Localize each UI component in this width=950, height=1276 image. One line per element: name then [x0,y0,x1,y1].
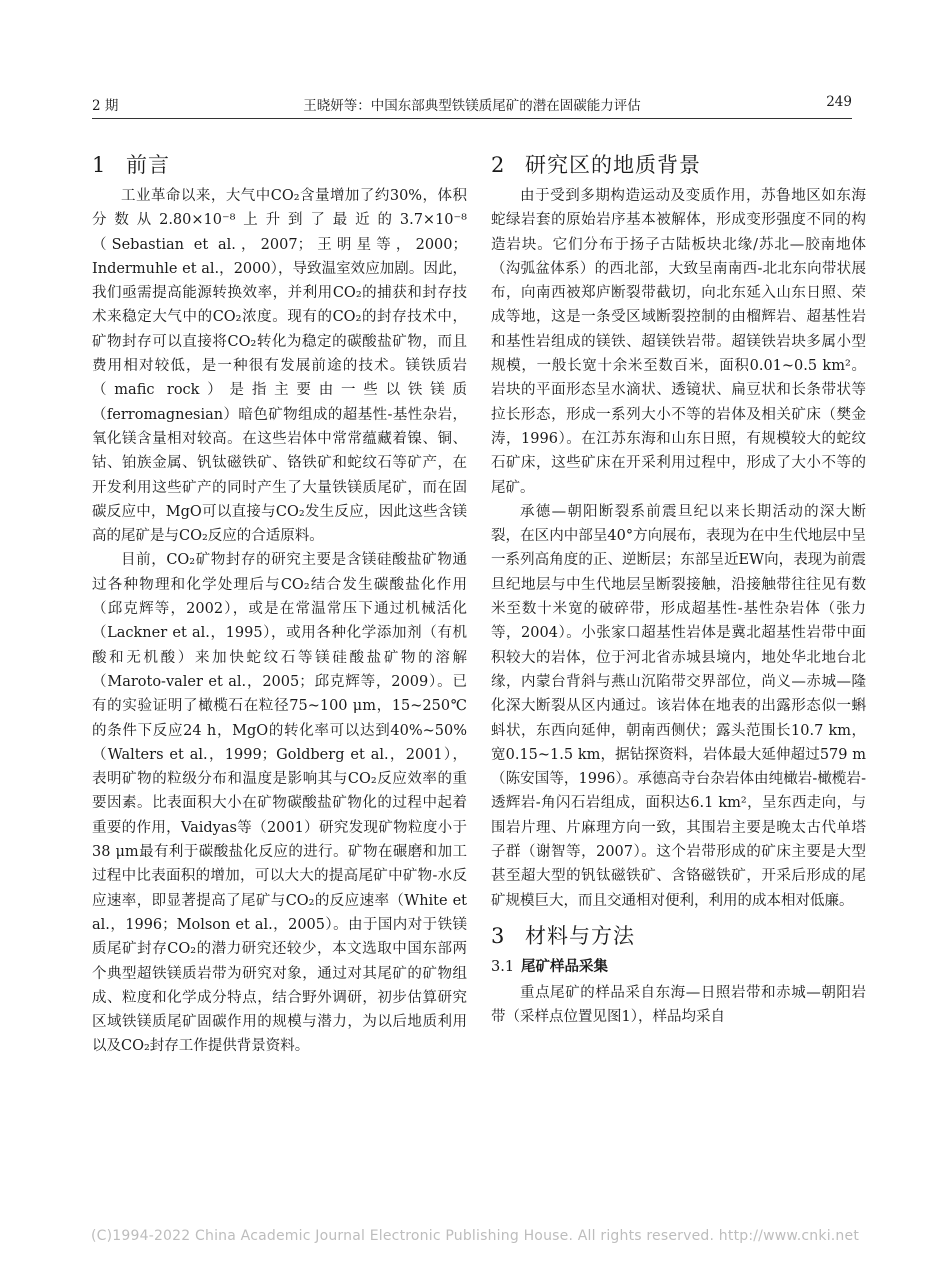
subsection-3-1-heading [491,955,866,979]
paragraph: 目前，CO₂矿物封存的研究主要是含镁硅酸盐矿物通过各种物理和化学处理后与CO₂结合发生碳酸盐化作用（邱克辉等，2002），或是在常温常压下通过机械活化（Lackner et al.，1995），或用各种化学添加剂（有机酸和无机酸）来加快蛇纹石等镁硅酸盐矿物的溶解（Maroto-valer et al.，2005；邱克辉等，2009）。已有的实验证明了橄榄石在粒径75~100 μm，15~250℃的条件下反应24 h，MgO的转化率可以达到40%~50%（Walters et al.，1999；Goldberg et al.，2001），表明矿物的粒级分布和温度是影响其与CO₂反应效率的重要因素。比表面积大小在矿物碳酸盐矿物化的过程中起着重要的作用，Vaidyas等（2001）研究发现矿物粒度小于38 μm最有利于碳酸盐化反应的进行。矿物在碾磨和加工过程中比表面积的增加，可以大大的提高尾矿中矿物-水反应速率，即显著提高了尾矿与CO₂的反应速率（White et al.，1996；Molson et al.，2005）。由于国内对于铁镁质尾矿封存CO₂的潜力研究还较少，本文选取中国东部两个典型超铁镁质岩带为研究对象，通过对其尾矿的矿物组成、粒度和化学成分特点，结合野外调研，初步估算研究区域铁镁质尾矿固碳作用的规模与潜力，为以后地质利用以及CO₂封存工作提供背景资料。 [92,552,467,1055]
running-header [92,94,852,116]
section-title: 材料与方法 [525,923,635,948]
header-rule [92,118,852,119]
section-3-heading [491,921,866,951]
section-number: 3 [491,923,506,948]
section-number: 1 [92,153,107,177]
paragraph: 重点尾矿的样品采自东海—日照岩带和赤城—朝阳岩带（采样点位置见图1），样品均采自 [491,984,866,1026]
subsection-number: 3.1 [491,958,515,975]
section-1-heading [92,150,467,180]
paragraph: 工业革命以来，大气中CO₂含量增加了约30%，体积分数从2.80×10⁻⁸上升到了最近的3.7×10⁻⁸（Sebastian et al.，2007；王明星等，2000；Indermuhle et al.，2000），导致温室效应加剧。因此，我们亟需提高能源转换效率，并利用CO₂的捕获和封存技术来稳定大气中的CO₂浓度。现有的CO₂的封存技术中，矿物封存可以直接将CO₂转化为稳定的碳酸盐矿物，而且费用相对较低，是一种很有发展前途的技术。镁铁质岩（mafic rock）是指主要由一些以铁镁质（ferromagnesian）暗色矿物组成的超基性-基性杂岩，氧化镁含量相对较高。在这些岩体中常常蕴藏着镍、铜、钴、铂族金属、钒钛磁铁矿、铬铁矿和蛇纹石等矿产，在开发利用这些矿产的同时产生了大量铁镁质尾矿，而在固碳反应中，MgO可以直接与CO₂发生反应，因此这些含镁高的尾矿是与CO₂反应的合适原料。 [92,188,467,545]
subsection-title: 尾矿样品采集 [521,957,608,975]
paragraph: 由于受到多期构造运动及变质作用，苏鲁地区如东海蛇绿岩套的原始岩序基本被解体，形成变形强度不同的构造岩块。它们分布于扬子古陆板块北缘/苏北—胶南地体（沟弧盆体系）的西北部，大致呈南南西-北北东向带状展布，向南西被郑庐断裂带截切，向北东延入山东日照、荣成等地，这是一条受区域断裂控制的由榴辉岩、超基性岩和基性岩组成的镁铁、超镁铁岩带。超镁铁岩块多属小型规模，一般长宽十余米至数百米，面积0.01~0.5 km²。岩块的平面形态呈水滴状、透镜状、扁豆状和长条带状等拉长形态，形成一系列大小不等的岩体及相关矿床（樊金涛，1996）。在江苏东海和山东日照，有规模较大的蛇纹石矿床，这些矿床在开采利用过程中，形成了大小不等的尾矿。 [491,188,866,496]
section-2-heading [491,150,866,180]
section-number: 2 [491,153,506,177]
issue-number: 2 期 [92,98,119,114]
paragraph: 承德—朝阳断裂系前震旦纪以来长期活动的深大断裂，在区内中部呈40°方向展布，表现为在中生代地层中呈一系列高角度的正、逆断层；东部呈近EW向，表现为前震旦纪地层与中生代地层呈断裂接触，沿接触带往往见有数米至数十米宽的破碎带，形成超基性-基性杂岩体（张力等，2004）。小张家口超基性岩体是冀北超基性岩带中面积较大的岩体，位于河北省赤城县境内，地处华北地台北缘，内蒙台背斜与燕山沉陷带交界部位，尚义—赤城—隆化深大断裂从区内通过。该岩体在地表的出露形态似一蝌蚪状，东西向延伸，朝南西侧伏；露头范围长10.7 km，宽0.15~1.5 km，据钻探资料，岩体最大延伸超过579 m（陈安国等，1996）。承德高寺台杂岩体由纯橄岩-橄榄岩-透辉岩-角闪石岩组成，面积达6.1 km²，呈东西走向，与围岩片理、片麻理方向一致，其围岩主要是晚太古代单塔子群（谢智等，2007）。这个岩带形成的矿床主要是大型甚至超大型的钒钛磁铁矿、含铬磁铁矿，开采后形成的尾矿规模巨大，而且交通相对便利，利用的成本相对低廉。 [491,503,866,909]
running-title: 王晓妍等：中国东部典型铁镁质尾矿的潜在固碳能力评估 [303,98,641,114]
copyright-footer: (C)1994-2022 China Academic Journal Electronic Publishing House. All rights reserved. http://www.cnki.net [90,1228,860,1244]
section-title: 研究区的地质背景 [525,153,701,177]
page-number: 249 [826,94,852,110]
section-title: 前言 [126,153,170,177]
right-column [491,150,866,1030]
left-column [92,150,467,1059]
spacer [491,913,866,921]
